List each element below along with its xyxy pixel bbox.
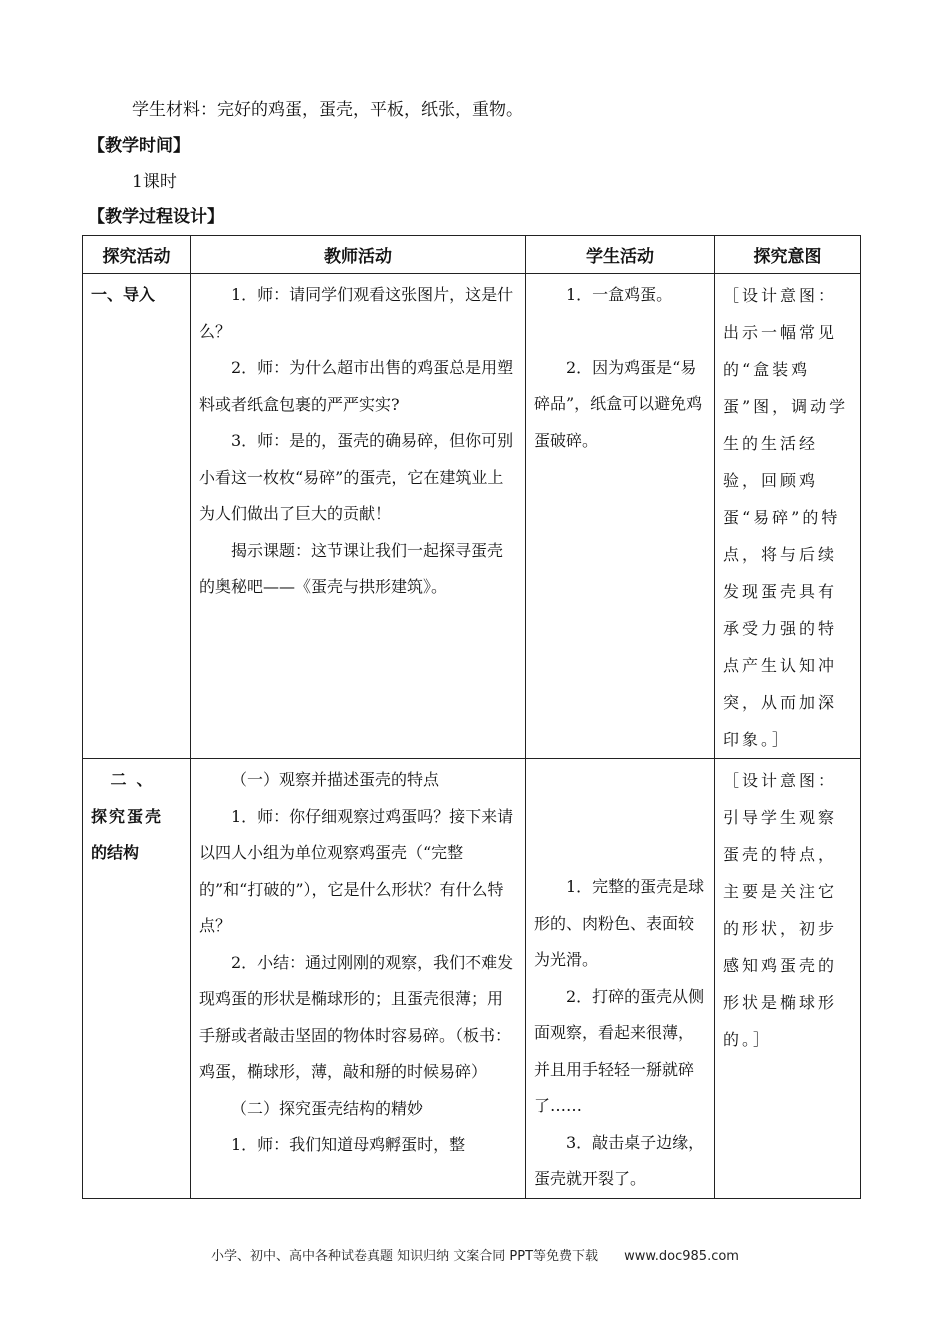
footer-url[interactable]: www.doc985.com: [624, 1249, 739, 1264]
student-paragraph: 2．因为鸡蛋是“易碎品”，纸盒可以避免鸡蛋破碎。: [534, 357, 703, 450]
footer-text: 小学、初中、高中各种试卷真题 知识归纳 文案合同 PPT等免费下载: [211, 1249, 599, 1264]
intent-text: ［设计意图：引导学生观察蛋壳的特点，主要是关注它的形状，初步感知鸡蛋壳的形状是椭球形的。］: [723, 771, 838, 1049]
student-cell: [526, 274, 715, 759]
process-heading: 【教学过程设计】: [88, 207, 224, 227]
teacher-paragraph: 1．师：你仔细观察过鸡蛋吗？接下来请以四人小组为单位观察鸡蛋壳（“完整的”和“打破的”），它是什么形状？有什么特点？: [199, 806, 514, 935]
teacher-paragraph: 2．师：为什么超市出售的鸡蛋总是用塑料或者纸盒包裹的严严实实?: [199, 358, 514, 414]
activity-label: 一、导入: [91, 285, 156, 304]
student-paragraph: 1．完整的蛋壳是球形的、肉粉色、表面较为光滑。: [534, 877, 705, 969]
student-paragraph: 2．打碎的蛋壳从侧面观察，看起来很薄，并且用手轻轻一掰就碎了……: [534, 986, 705, 1115]
student-paragraph: 1．一盒鸡蛋。: [566, 285, 673, 304]
teacher-paragraph: 1．师：请同学们观看这张图片，这是什么？: [199, 285, 514, 341]
materials-line: 学生材料：完好的鸡蛋，蛋壳，平板，纸张，重物。: [132, 100, 523, 120]
table-header-row: [83, 236, 861, 274]
teacher-paragraph: （二）探究蛋壳结构的精妙: [231, 1098, 424, 1118]
activity-label-line: 的结构: [91, 843, 140, 862]
header-intent: 探究意图: [715, 236, 861, 274]
teacher-paragraph: 2．小结：通过刚刚的观察，我们不难发现鸡蛋的形状是椭球形的；且蛋壳很薄；用手掰或者敲击坚固的物体时容易碎。（板书：鸡蛋，椭球形，薄，敲和掰的时候易碎）: [199, 952, 514, 1081]
activity-label: [83, 759, 190, 872]
activity-label-line: 二、: [110, 770, 163, 789]
page-footer: [0, 1245, 950, 1264]
teacher-paragraph: 3．师：是的，蛋壳的确易碎，但你可别小看这一枚枚“易碎”的蛋壳，它在建筑业上为人们做出了巨大的贡献！: [199, 431, 514, 523]
intent-cell: [715, 759, 861, 1199]
teacher-paragraph: 揭示课题：这节课让我们一起探寻蛋壳的奥秘吧——《蛋壳与拱形建筑》。: [199, 540, 504, 596]
student-paragraph: 3．敲击桌子边缘，蛋壳就开裂了。: [534, 1132, 705, 1188]
header-activity: 探究活动: [83, 236, 191, 274]
header-student: 学生活动: [526, 236, 715, 274]
activity-cell: [83, 759, 191, 1199]
lesson-table: [82, 235, 861, 1199]
activity-cell: [83, 274, 191, 759]
teacher-paragraph: （一）观察并描述蛋壳的特点: [231, 770, 440, 789]
intent-text: ［设计意图：出示一幅常见的“盒装鸡蛋”图，调动学生的生活经验，回顾鸡蛋“易碎”的特点，将与后续发现蛋壳具有承受力强的特点产生认知冲突，从而加深印象。］: [723, 286, 849, 749]
student-cell: [526, 759, 715, 1199]
teacher-paragraph: 1．师：我们知道母鸡孵蛋时，整: [231, 1135, 466, 1154]
teacher-cell: [191, 274, 526, 759]
teaching-time-heading: 【教学时间】: [88, 136, 190, 156]
header-teacher: 教师活动: [191, 236, 526, 274]
teacher-cell: [191, 759, 526, 1199]
table-row: [83, 759, 861, 1199]
intent-cell: [715, 274, 861, 759]
activity-label-line: 探究蛋壳: [91, 806, 164, 826]
teaching-time-value: 1课时: [132, 172, 177, 192]
table-row: [83, 274, 861, 759]
